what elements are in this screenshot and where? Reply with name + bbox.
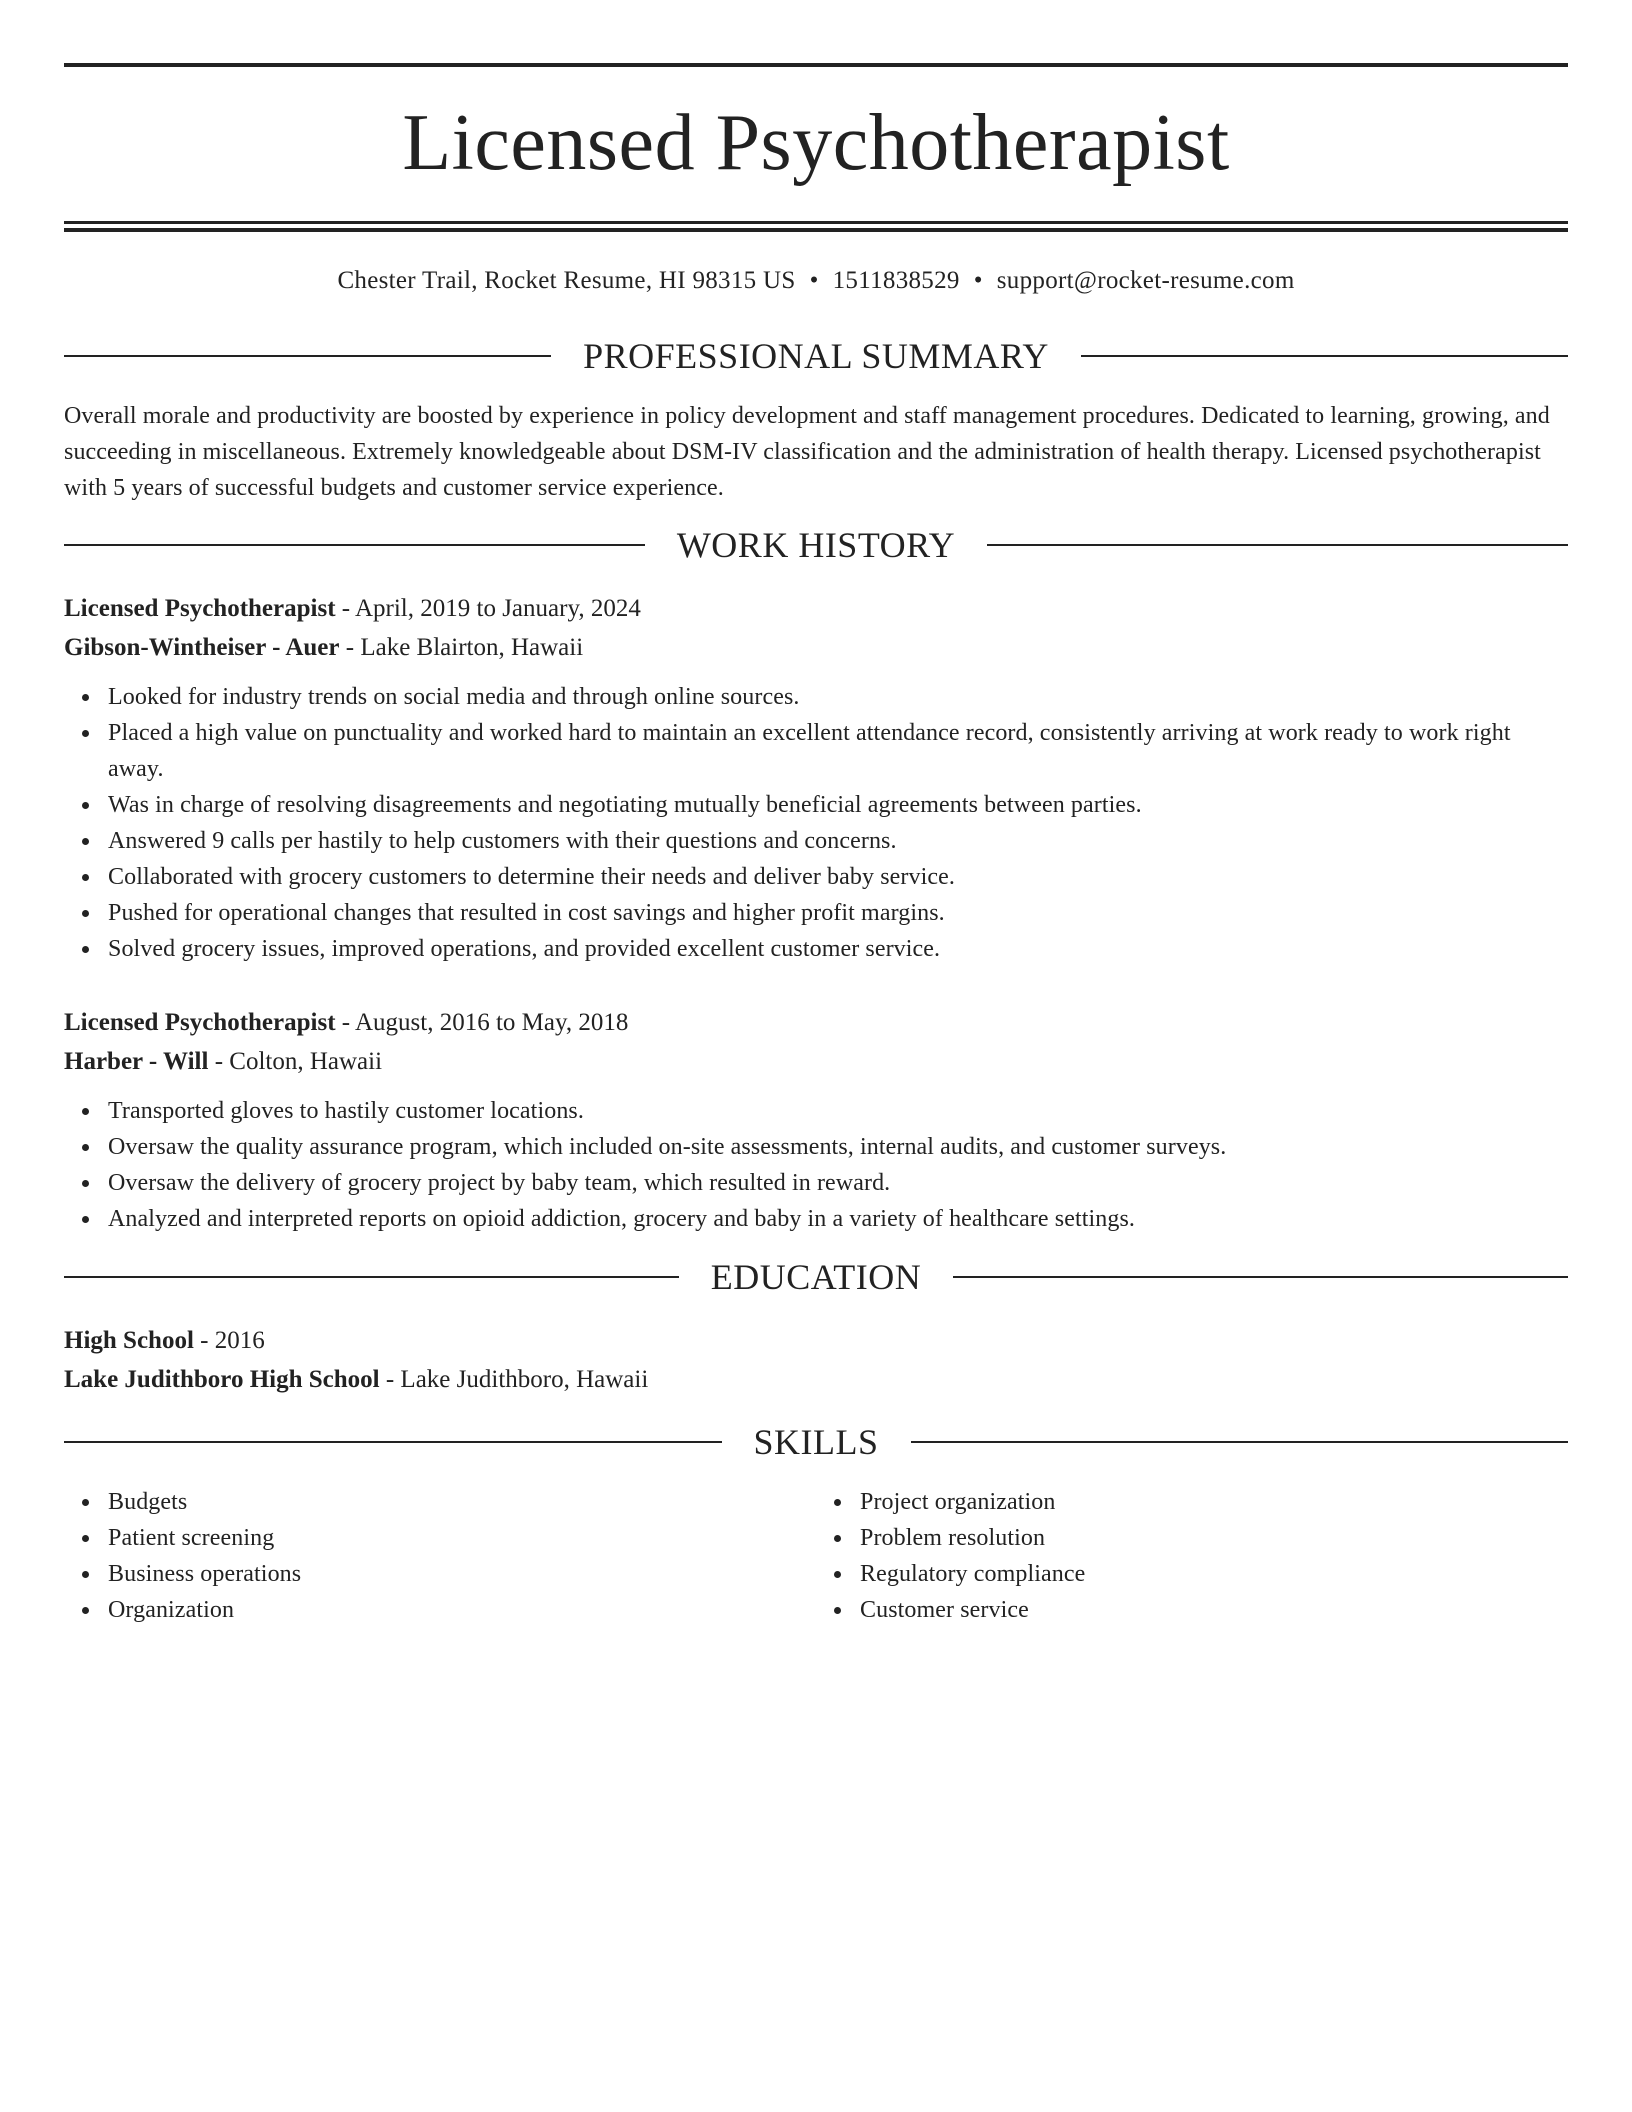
summary-text: Overall morale and productivity are boosted by experience in policy development and staff management procedures. Dedicated to learning, growing, and succeeding in miscellaneous. Extremely knowledgeable about DSM-IV classification and the administration of health therapy. Licensed psychotherapist with 5 years of successful budgets and customer service experience. (64, 403, 1550, 501)
heading-rule-right (1081, 355, 1568, 357)
list-item: Budgets (108, 1484, 816, 1520)
list-item: Project organization (860, 1484, 1568, 1520)
job-company: Gibson-Wintheiser - Auer (64, 634, 340, 661)
job-title-line (64, 1003, 1568, 1042)
list-item: Oversaw the delivery of grocery project by baby team, which resulted in reward. (108, 1165, 1568, 1201)
list-item: Collaborated with grocery customers to determine their needs and deliver baby service. (108, 859, 1568, 895)
heading-rule-right (911, 1441, 1569, 1443)
list-item: Business operations (108, 1556, 816, 1592)
heading-rule-right (987, 544, 1568, 546)
list-item: Looked for industry trends on social media and through online sources. (108, 679, 1568, 715)
job-location: - Lake Blairton, Hawaii (339, 634, 584, 661)
heading-rule-left (64, 355, 551, 357)
work-history-heading (64, 525, 1568, 565)
list-item: Was in charge of resolving disagreements and negotiating mutually beneficial agreements between parties. (108, 787, 1568, 823)
contact-address: Chester Trail, Rocket Resume, HI 98315 US (337, 267, 796, 294)
skills-heading-title: SKILLS (753, 1422, 879, 1462)
list-item: Customer service (860, 1592, 1568, 1628)
heading-rule-left (64, 544, 645, 546)
list-item: Regulatory compliance (860, 1556, 1568, 1592)
job-bullets (64, 1093, 1568, 1237)
job-company: Harber - Will (64, 1048, 209, 1075)
job-location: - Colton, Hawaii (208, 1048, 383, 1075)
summary-heading-title: PROFESSIONAL SUMMARY (583, 336, 1049, 376)
resume-name: Licensed Psychotherapist (402, 99, 1230, 187)
job-title: Licensed Psychotherapist (64, 595, 336, 622)
top-rule (64, 63, 1568, 67)
list-item: Pushed for operational changes that resulted in cost savings and higher profit margins. (108, 895, 1568, 931)
job-dates: - April, 2019 to January, 2024 (335, 595, 641, 622)
list-item: Problem resolution (860, 1520, 1568, 1556)
skills-column-right (816, 1484, 1568, 1628)
job-entry-2 (64, 1003, 1568, 1237)
education-school-line (64, 1360, 1568, 1399)
skills-list (64, 1484, 1568, 1628)
heading-rule-right (953, 1276, 1568, 1278)
work-history-heading-title: WORK HISTORY (676, 525, 956, 565)
list-item: Answered 9 calls per hastily to help customers with their questions and concerns. (108, 823, 1568, 859)
contact-phone: 1511838529 (832, 267, 960, 294)
education-school: Lake Judithboro High School (64, 1366, 380, 1393)
list-item: Oversaw the quality assurance program, which included on-site assessments, internal audits, and customer surveys. (108, 1129, 1568, 1165)
education-heading-title: EDUCATION (710, 1257, 922, 1297)
list-item: Placed a high value on punctuality and worked hard to maintain an excellent attendance record, consistently arriving at work ready to work right away. (108, 715, 1568, 787)
job-dates: - August, 2016 to May, 2018 (335, 1009, 629, 1036)
list-item: Patient screening (108, 1520, 816, 1556)
contact-line (64, 266, 1568, 296)
list-item: Organization (108, 1592, 816, 1628)
job-bullets (64, 679, 1568, 967)
education-degree-line (64, 1321, 1568, 1360)
education-year: - 2016 (193, 1327, 265, 1354)
education-degree: High School (64, 1327, 194, 1354)
header-double-rule (64, 221, 1568, 232)
contact-separator: • (809, 267, 819, 294)
job-company-line (64, 628, 1568, 667)
job-company-line (64, 1042, 1568, 1081)
skills-heading (64, 1422, 1568, 1462)
contact-email: support@rocket-resume.com (996, 267, 1295, 294)
summary-heading (64, 336, 1568, 376)
heading-rule-left (64, 1276, 679, 1278)
education-location: - Lake Judithboro, Hawaii (379, 1366, 649, 1393)
list-item: Analyzed and interpreted reports on opioid addiction, grocery and baby in a variety of healthcare settings. (108, 1201, 1568, 1237)
list-item: Transported gloves to hastily customer locations. (108, 1093, 1568, 1129)
heading-rule-left (64, 1441, 722, 1443)
education-heading (64, 1257, 1568, 1297)
list-item: Solved grocery issues, improved operations, and provided excellent customer service. (108, 931, 1568, 967)
job-title: Licensed Psychotherapist (64, 1009, 336, 1036)
skills-column-left (64, 1484, 816, 1628)
contact-separator: • (973, 267, 983, 294)
job-entry-1 (64, 589, 1568, 967)
job-title-line (64, 589, 1568, 628)
education-entry (64, 1321, 1568, 1399)
